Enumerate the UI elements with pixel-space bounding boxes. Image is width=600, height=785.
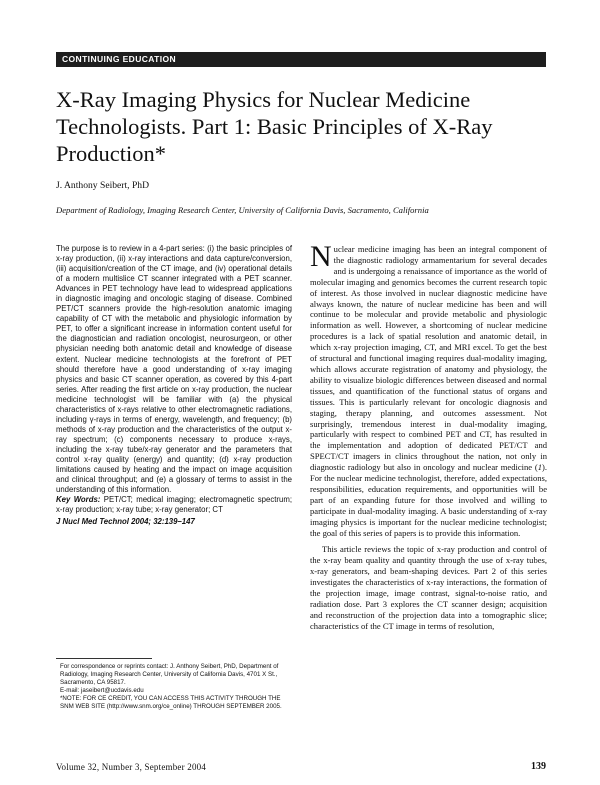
drop-cap: N xyxy=(310,240,332,273)
abstract-column xyxy=(56,244,292,527)
email-note[interactable]: E-mail: jaseibert@ucdavis.edu xyxy=(60,687,144,694)
keywords-list: PET/CT; medical imaging; electromagnetic spectrum; x-ray production; x-ray tube; x-ray generator; CT xyxy=(56,495,292,515)
section-banner: CONTINUING EDUCATION xyxy=(56,52,546,67)
reference-link[interactable]: 1 xyxy=(537,462,543,473)
body-column xyxy=(310,240,547,632)
body-paragraph-1 xyxy=(310,240,547,538)
ce-credit-note: *NOTE: FOR CE CREDIT, YOU CAN ACCESS THIS ACTIVITY THROUGH THE SNM WEB SITE (http://www.snm.org/ce_online) THROUGH SEPTEMBER 2005. xyxy=(60,695,282,710)
correspondence-note: For correspondence or reprints contact: J. Anthony Seibert, PhD, Department of Radiology, Imaging Research Center, University of California Davis, 4701 X St., Sacramento, CA 95817. xyxy=(60,663,279,686)
footnotes xyxy=(60,663,292,711)
author-line: J. Anthony Seibert, PhD xyxy=(56,180,150,191)
citation: J Nucl Med Technol 2004; 32:139–147 xyxy=(56,517,195,527)
article-title: X-Ray Imaging Physics for Nuclear Medicine Technologists. Part 1: Basic Principles of X-Ray Production* xyxy=(56,87,493,166)
keywords-label: Key Words: xyxy=(56,495,101,505)
body-paragraph-2: This article reviews the topic of x-ray production and control of the x-ray beam quality and quantity through the use of x-ray tubes, x-ray generators, and beam-shaping devices. Part 2 of this series investigates the characteristics of x-ray interactions, the formation of the projection image, image contrast, signal-to-noise ratio, and radiation dose. Part 3 explores the CT scanner design; acquisition and reconstruction of the projection data into a tomographic slice; characteristics of the CT image in terms of resolution, xyxy=(310,544,547,631)
affiliation: Department of Radiology, Imaging Research Center, University of California Davis, Sacramento, California xyxy=(56,205,429,215)
abstract-text: The purpose is to review in a 4-part series: (i) the basic principles of x-ray production, (ii) x-ray interactions and data capture/conversion, (iii) acquisition/creation of the CT image, and (iv) operational details of a modern multislice CT scanner integrated with a PET scanner. Advances in PET technology have lead to widespread applications in diagnostic imaging and oncologic staging of disease. Combined PET/CT scanners provide the high-resolution anatomic imaging capability of CT with the metabolic and physiologic information by PET, to offer a significant increase in information content useful for the diagnostician and radiation oncologist, neurosurgeon, or other physician needing both anatomic detail and knowledge of disease extent. Nuclear medicine technologists at the forefront of PET should therefore have a good understanding of x-ray imaging physics and basic CT scanner operation, as covered by this 4-part series. After reading the first article on x-ray production, the nuclear medicine technologist will be familiar with (a) the physical characteristics of x-rays relative to other electromagnetic radiations, including γ-rays in terms of energy, wavelength, and frequency; (b) methods of x-ray production and the characteristics of the output x-ray spectrum; (c) components necessary to produce x-rays, including the x-ray tube/x-ray generator and the parameters that control x-ray quality (energy) and quantity; (d) x-ray production limitations caused by heating and the impact on image acquisition and clinical throughput; and (e) a glossary of terms to assist in the understanding of this information. xyxy=(56,244,292,495)
keywords xyxy=(56,495,292,515)
paragraph-1-end: ). For the nuclear medicine technologist, therefore, added expectations, responsibilities, education requirements, and opportunities will be part of an expanding future for those involved and willing to participate in dual-modality imaging. A basic understanding of x-ray imaging physics is important for the nuclear medicine technologist; the goal of this series of papers is to provide this information. xyxy=(310,462,547,538)
paragraph-1-start: uclear medicine imaging has been an integral component of the diagnostic radiology armamentarium for several decades and is undergoing a renaissance of importance as the world of molecular imaging and genomics becomes the current research topic of interest. As those involved in nuclear diagnostic medicine have always known, the nature of nuclear medicine has been and will continue to be molecular and provide metabolic and physiologic information as well. However, a shortcoming of nuclear medicine procedures is a lack of spatial resolution and anatomic detail, in which x-ray projection imaging, CT, and MRI excel. To get the best of structural and functional imaging requires dual-modality imaging, which allows accurate registration of anatomy and physiology, the ability to visualize biologic differences between diseased and normal tissues, and quantification of the functional status of organs and tissues. This is particularly relevant for oncologic diagnosis and staging, therapy planning, and outcomes assessment. Not surprisingly, tremendous interest in dual-modality imaging, particularly with respect to combined PET and CT, has resulted in the implementation and adoption of dedicated PET/CT and SPECT/CT imagers in clinics throughout the nation, not only in diagnostic radiology but also in oncology and nuclear medicine ( xyxy=(310,244,547,473)
footnote-divider xyxy=(56,658,152,659)
page-number: 139 xyxy=(531,761,546,772)
issue-info: Volume 32, Number 3, September 2004 xyxy=(56,762,207,772)
